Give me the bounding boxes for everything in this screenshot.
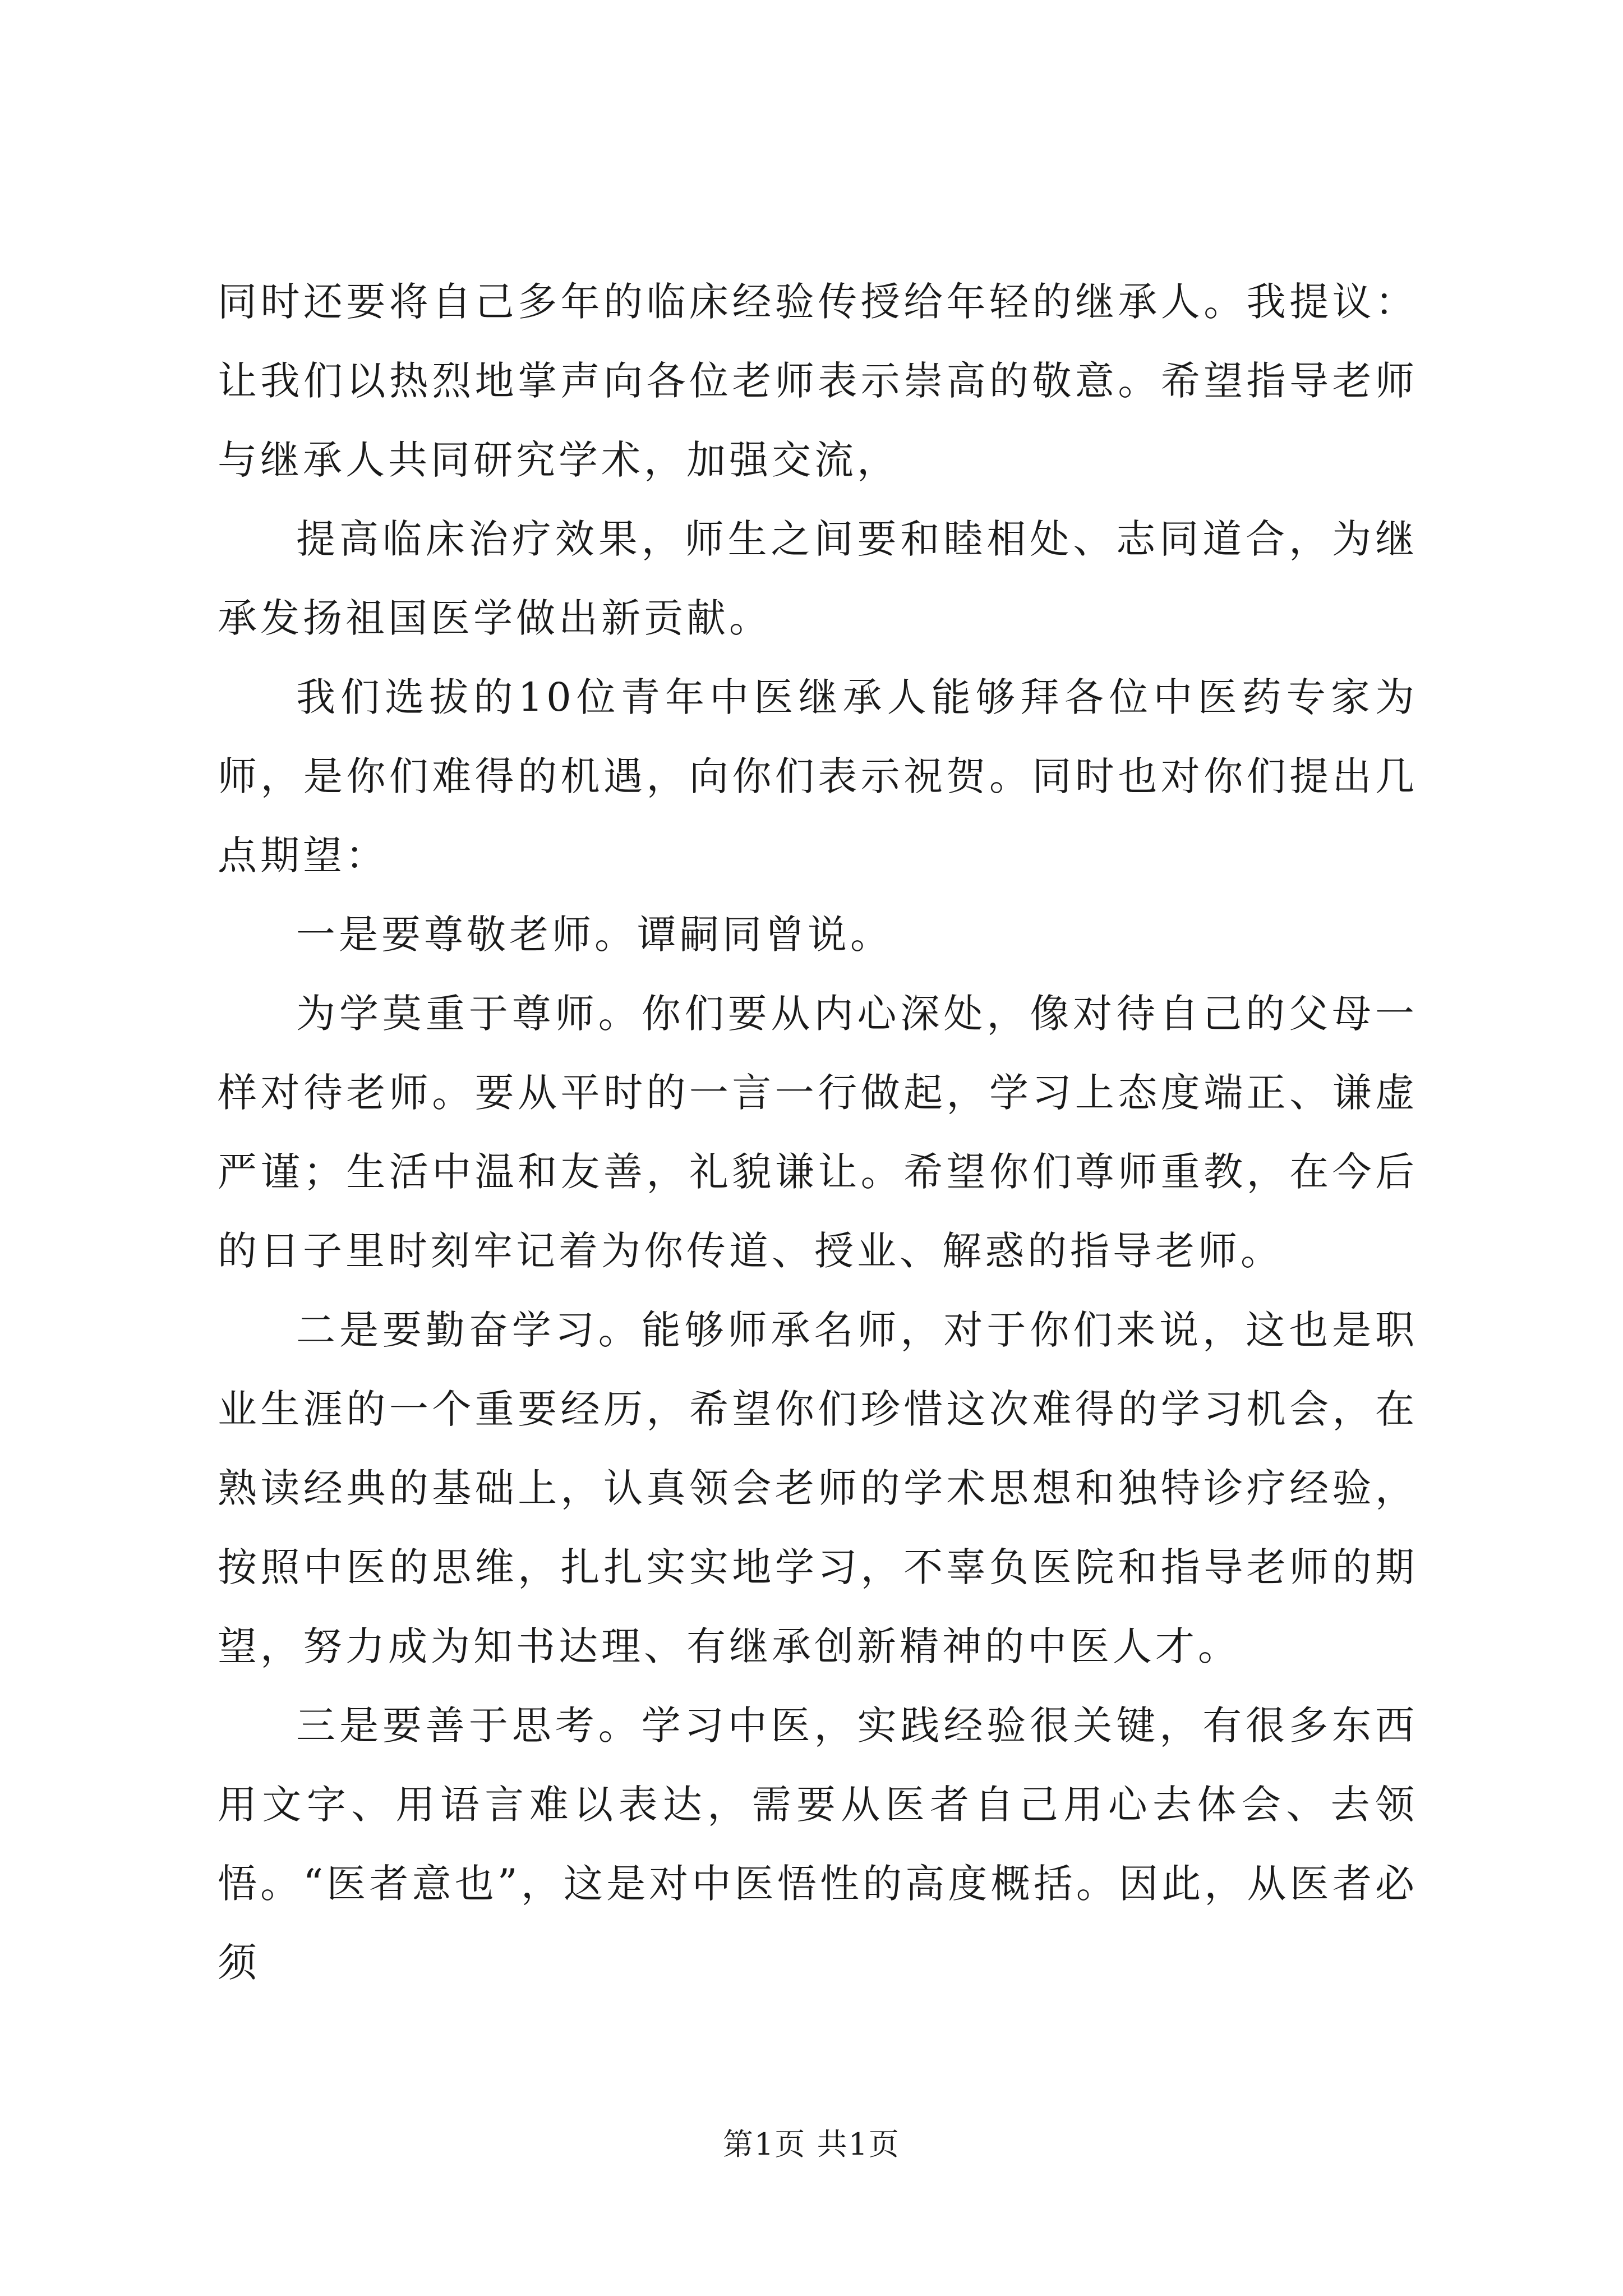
paragraph-4: 一是要尊敬老师。谭嗣同曾说。 xyxy=(296,912,893,958)
paragraph-5: 为学莫重于尊师。你们要从内心深处，像对待自己的父母一样对待老师。要从平时的一言一行做起，学习上态度端正、谦虚严谨；生活中温和友善，礼貌谦让。希望你们尊师重教，在今后的日子里时刻牢记着为你传道、授业、解惑的指导老师。 xyxy=(218,991,1418,1274)
paragraph-3: 我们选拔的10位青年中医继承人能够拜各位中医药专家为师，是你们难得的机遇，向你们表示祝贺。同时也对你们提出几点期望： xyxy=(218,674,1418,878)
paragraph-6: 二是要勤奋学习。能够师承名师，对于你们来说，这也是职业生涯的一个重要经历，希望你们珍惜这次难得的学习机会，在熟读经典的基础上，认真领会老师的学术思想和独特诊疗经验，按照中医的思维，扎扎实实地学习，不辜负医院和指导老师的期望，努力成为知书达理、有继承创新精神的中医人才。 xyxy=(218,1307,1418,1669)
page-footer: 第1页 共1页 xyxy=(723,2127,900,2162)
document-body xyxy=(218,263,1418,2003)
paragraph-2: 提高临床治疗效果，师生之间要和睦相处、志同道合，为继承发扬祖国医学做出新贡献。 xyxy=(218,516,1418,641)
paragraph-1: 同时还要将自己多年的临床经验传授给年轻的继承人。我提议：让我们以热烈地掌声向各位老师表示崇高的敬意。希望指导老师与继承人共同研究学术，加强交流， xyxy=(218,279,1418,483)
paragraph-7: 三是要善于思考。学习中医，实践经验很关键，有很多东西用文字、用语言难以表达，需要从医者自己用心去体会、去领悟。“医者意也”，这是对中医悟性的高度概括。因此，从医者必须 xyxy=(218,1703,1418,1986)
